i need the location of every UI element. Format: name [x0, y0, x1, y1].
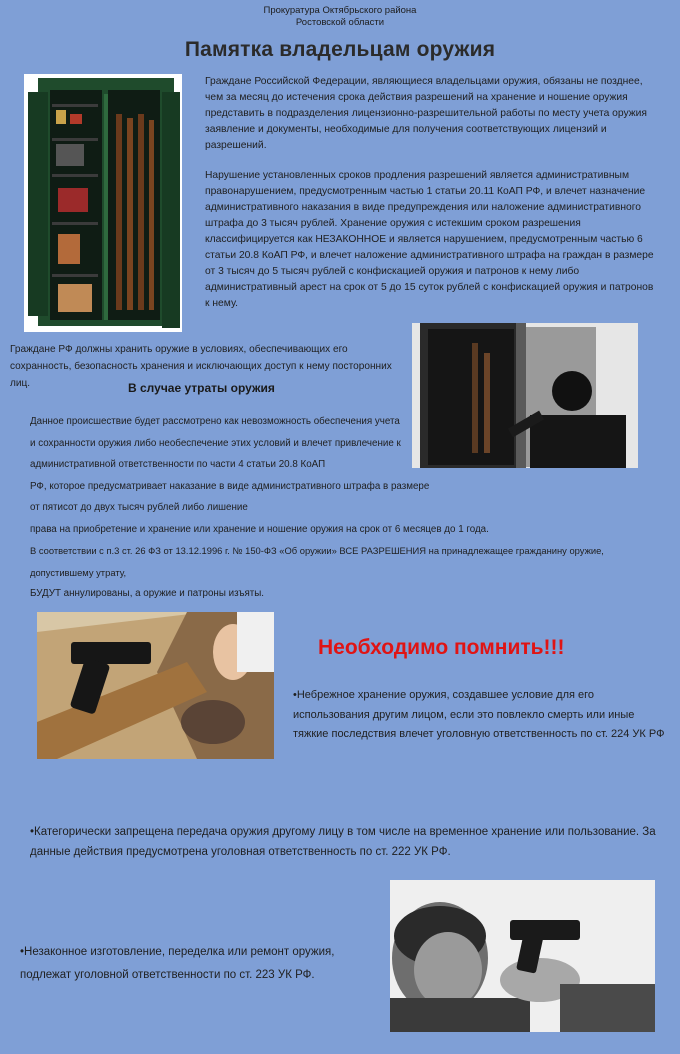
gun-safe-image — [24, 74, 182, 332]
bullet-illegal-manufacture: •Незаконное изготовление, переделка или ремонт оружия, подлежат уголовной ответственности по ст. 223 УК РФ. — [20, 946, 335, 981]
header-line-2: Ростовской области — [295, 17, 385, 28]
bullet-transfer-prohibited: •Категорически запрещена передача оружия другому лицу в том числе на временное хранение или пользование. За данные действия предусмотрена уголовная ответственность по ст. 222 УК РФ. — [30, 826, 656, 858]
child-gun-illustration — [390, 880, 655, 1032]
loss-line: от пятисот до двух тысяч рублей либо лишение — [30, 502, 248, 513]
loss-line: административной ответственности по части 4 статьи 20.8 КоАП — [30, 459, 326, 470]
pistol-drawer-illustration — [37, 612, 274, 759]
loss-paragraph — [30, 411, 665, 605]
remember-heading: Необходимо помнить!!! — [318, 636, 565, 659]
gun-safe-illustration — [24, 74, 182, 332]
violation-paragraph: Нарушение установленных сроков продления разрешений является административным правонарушением, предусмотренным частью 1 статьи 20.11 КоАП РФ, и влечет назначение административного наказания в виде предупреждения или наложение административного штрафа до 3 тысяч рублей. Хранение оружия с истекшим сроком разрешения классифицируется как НЕЗАКОННОЕ и является нарушением, предусмотренным частью 6 статьи 20.8 КоАП РФ, и влечет наложение административного штрафа на граждан в размере от 3 тысяч до 5 тысяч рублей с конфискацией оружия и патронов к нему либо административный арест на срок от 5 до 15 суток рублей с конфискацией оружия и патронов к нему. — [205, 170, 654, 309]
page-header — [0, 5, 680, 29]
loss-line: РФ, которое предусматривает наказание в виде административного штрафа в размере — [30, 480, 430, 492]
pistol-drawer-image — [37, 612, 274, 759]
loss-line: БУДУТ аннулированы, а оружие и патроны изъяты. — [30, 588, 265, 599]
storage-paragraph: Граждане РФ должны хранить оружие в условиях, обеспечивающих его сохранность, безопасность хранения и исключающих доступ к нему посторонних лиц. — [10, 344, 392, 389]
bullet-negligent-storage: •Небрежное хранение оружия, создавшее условие для его использования другим лицом, если это повлекло смерть или иные тяжкие последствия влечет уголовную ответственность по ст. 224 УК РФ — [293, 689, 665, 740]
page-title: Памятка владельцам оружия — [184, 38, 496, 61]
intro-paragraph: Граждане Российской Федерации, являющиеся владельцами оружия, обязаны не позднее, чем за месяц до истечения срока действия разрешений на хранение и ношение оружия представить в подразделения лицензионно-разрешительной работы по месту учета оружия заявление и документы, необходимые для получения соответствующих лицензий и разрешений. — [205, 76, 647, 151]
loss-heading: В случае утраты оружия — [128, 381, 275, 395]
loss-line: В соответствии с п.3 ст. 26 ФЗ от 13.12.1996 г. № 150-ФЗ «Об оружии» ВСЕ РАЗРЕШЕНИЯ на принадлежащее гражданину оружие, допустившему утрату, — [30, 545, 604, 578]
loss-line: Данное происшествие будет рассмотрено как невозможность обеспечения учета — [30, 416, 400, 427]
child-gun-image — [390, 880, 655, 1032]
loss-line: права на приобретение и хранение или хранение и ношение оружия на срок от 6 месяцев до 1 года. — [30, 523, 489, 535]
header-line-1: Прокуратура Октябрьского района — [263, 5, 417, 16]
loss-line: и сохранности оружия либо необеспечение этих условий и влечет привлечение к — [30, 437, 401, 449]
